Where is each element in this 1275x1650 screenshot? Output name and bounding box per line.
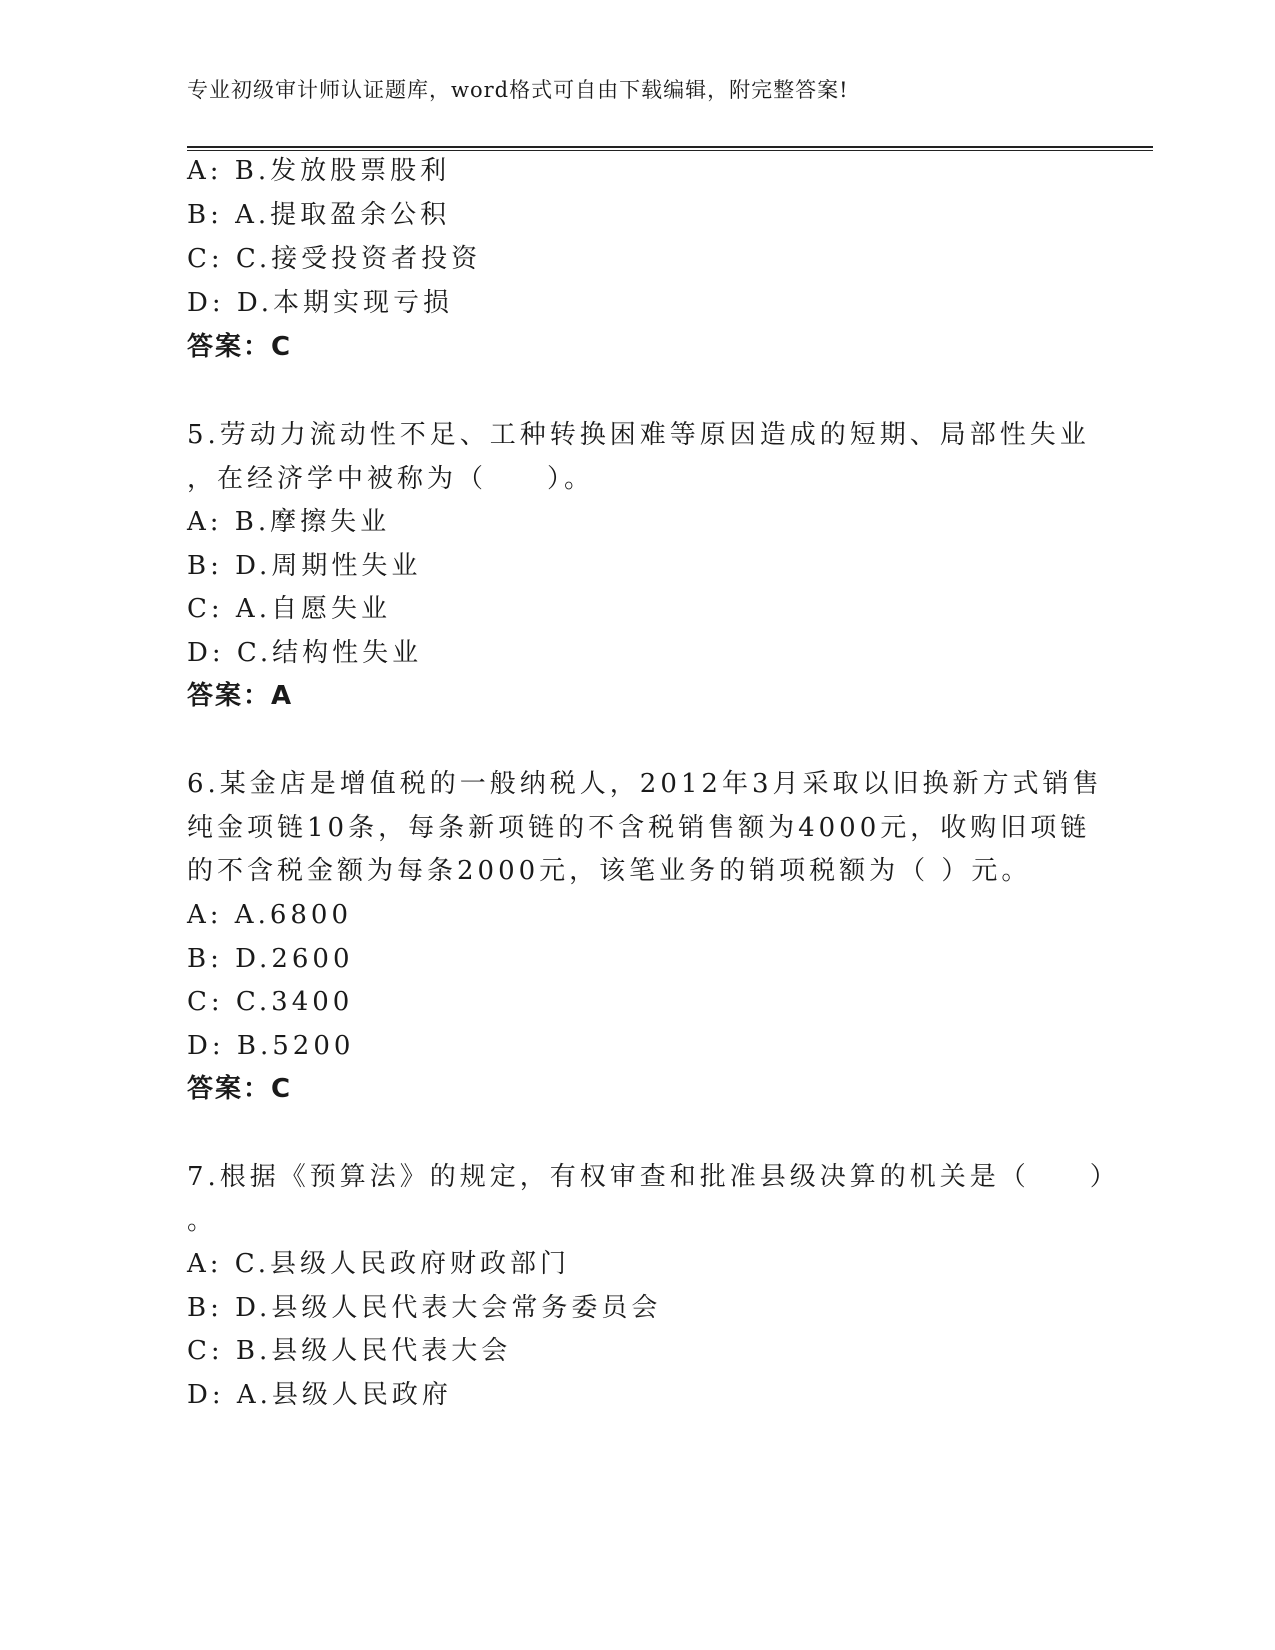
header-divider <box>187 146 1153 151</box>
answer-line: 答案：C <box>187 332 293 362</box>
question-text: 6.某金店是增值税的一般纳税人，2012年3月采取以旧换新方式销售 <box>187 769 1103 799</box>
option-b: B: A.提取盈余公积 <box>187 200 451 230</box>
option-c: C: A.自愿失业 <box>187 594 391 624</box>
question-text: 纯金项链10条，每条新项链的不含税销售额为4000元，收购旧项链 <box>187 813 1091 843</box>
option-d: D: B.5200 <box>187 1031 355 1061</box>
option-b: B: D.县级人民代表大会常务委员会 <box>187 1293 662 1323</box>
option-d: D: A.县级人民政府 <box>187 1380 452 1410</box>
answer-line: 答案：A <box>187 681 294 711</box>
option-c: C: C.接受投资者投资 <box>187 244 482 274</box>
question-text: 的不含税金额为每条2000元，该笔业务的销项税额为（ ）元。 <box>187 856 1032 886</box>
option-a: A: A.6800 <box>187 900 353 930</box>
question-text: 。 <box>187 1206 218 1236</box>
option-b: B: D.2600 <box>187 944 354 974</box>
option-b: B: D.周期性失业 <box>187 551 422 581</box>
question-text: ，在经济学中被称为（ ）。 <box>187 464 595 494</box>
page-header: 专业初级审计师认证题库，word格式可自由下载编辑，附完整答案! <box>187 78 849 102</box>
question-text: 5.劳动力流动性不足、工种转换困难等原因造成的短期、局部性失业 <box>187 420 1090 450</box>
option-c: C: B.县级人民代表大会 <box>187 1336 512 1366</box>
answer-line: 答案：C <box>187 1074 293 1104</box>
option-d: D: D.本期实现亏损 <box>187 288 454 318</box>
option-a: A: C.县级人民政府财政部门 <box>187 1249 571 1279</box>
option-a: A: B.摩擦失业 <box>187 507 391 537</box>
option-c: C: C.3400 <box>187 987 354 1017</box>
option-a: A: B.发放股票股利 <box>187 156 451 186</box>
question-text: 7.根据《预算法》的规定，有权审查和批准县级决算的机关是（ ） <box>187 1162 1120 1192</box>
option-d: D: C.结构性失业 <box>187 638 423 668</box>
